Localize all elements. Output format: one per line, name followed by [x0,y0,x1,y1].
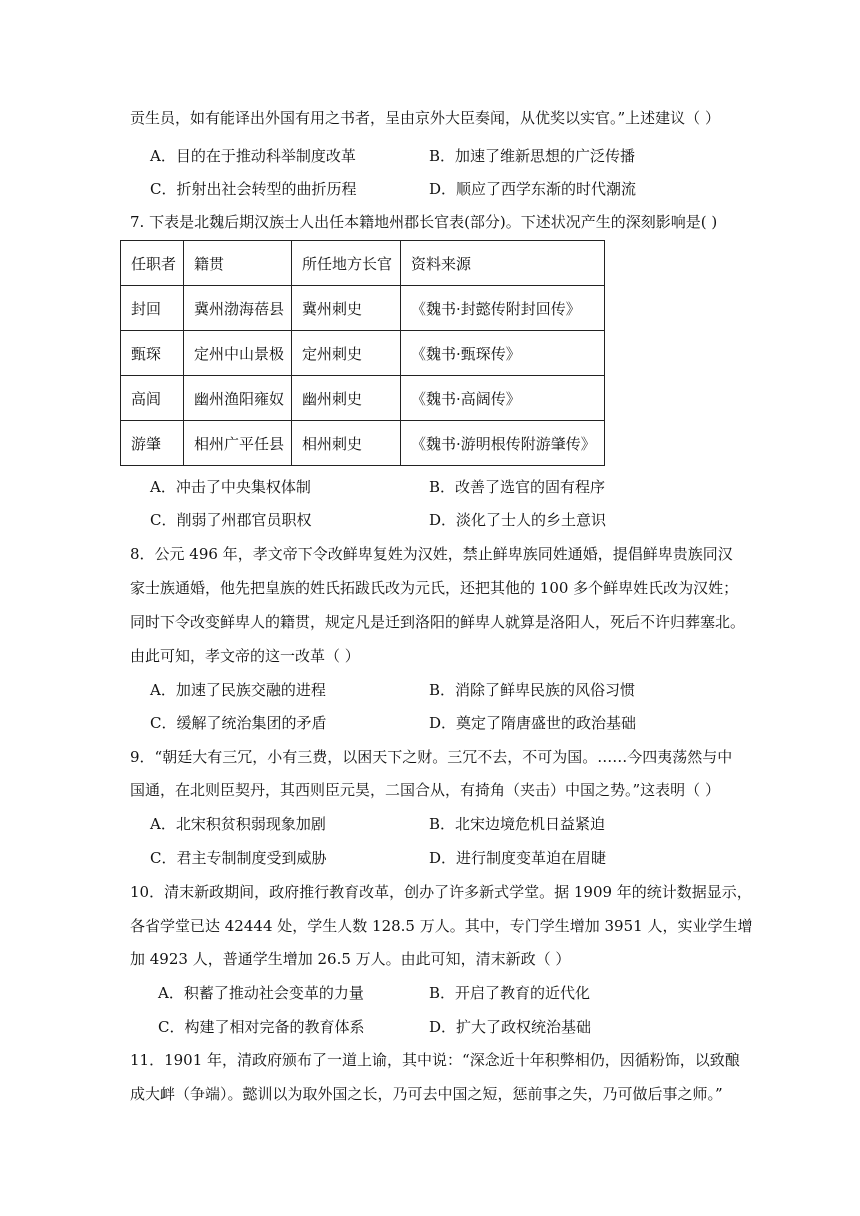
q6-option-d: D．顺应了西学东渐的时代潮流 [429,180,637,198]
table-header-cell: 所任地方长官 [292,241,401,286]
q7-option-d: D．淡化了士人的乡土意识 [429,511,607,529]
table-cell: 封回 [121,286,184,331]
table-cell: 甄琛 [121,331,184,376]
table-cell: 相州刺史 [292,421,401,466]
q10-option-d: D．扩大了政权统治基础 [429,1018,592,1036]
q11-stem-line: 成大衅（争端）。懿训以为取外国之长，乃可去中国之短，惩前事之失，乃可做后事之师。” [130,1085,723,1103]
table-row [121,286,605,331]
table-cell: 《魏书·封懿传附封回传》 [401,286,605,331]
q10-option-b: B．开启了教育的近代化 [429,984,591,1002]
table-cell: 《魏书·甄琛传》 [401,331,605,376]
q8-option-b: B．消除了鲜卑民族的风俗习惯 [429,681,636,699]
table-header-cell: 资料来源 [401,241,605,286]
q9-option-c: C．君主专制制度受到威胁 [150,849,327,867]
table-cell: 定州刺史 [292,331,401,376]
table-cell: 冀州渤海蓓县 [184,286,292,331]
q9-stem-line: 9．“朝廷大有三冗，小有三费，以困天下之财。三冗不去，不可为国。……今四夷荡然与中 [130,748,733,766]
q8-stem-line: 8．公元 496 年，孝文帝下令改鲜卑复姓为汉姓，禁止鲜卑族同姓通婚，提倡鲜卑贵族同汉 [130,545,733,563]
table-cell: 幽州渔阳雍奴 [184,376,292,421]
table-cell: 《魏书·高阔传》 [401,376,605,421]
table-cell: 相州广平任县 [184,421,292,466]
q8-stem-line: 家士族通婚，他先把皇族的姓氏拓跋氏改为元氏，还把其他的 100 多个鲜卑姓氏改为汉姓； [130,579,739,597]
q10-option-a: A．积蓄了推动社会变革的力量 [158,984,364,1002]
q6-stem-tail: 贡生员，如有能译出外国有用之书者，呈由京外大臣奏闻，从优奖以实官。”上述建议（ ） [130,109,720,127]
table-cell: 游肇 [121,421,184,466]
q9-option-b: B．北宋边境危机日益紧迫 [429,815,606,833]
q9-option-a: A．北宋积贫积弱现象加剧 [150,815,326,833]
table-cell: 冀州刺史 [292,286,401,331]
table-header-cell: 任职者 [121,241,184,286]
q10-stem-line: 各省学堂已达 42444 处，学生人数 128.5 万人。其中，专门学生增加 3951 人，实业学生增 [130,917,753,935]
table-row [121,421,605,466]
q6-option-c: C．折射出社会转型的曲折历程 [150,180,357,198]
q8-option-a: A．加速了民族交融的进程 [150,681,326,699]
table-header-row [121,241,605,286]
q10-stem-line: 加 4923 人，普通学生增加 26.5 万人。由此可知，清末新政（ ） [130,950,571,968]
q8-option-d: D．奠定了隋唐盛世的政治基础 [429,714,637,732]
q7-stem: 7. 下表是北魏后期汉族士人出任本籍地州郡长官表(部分)。下述状况产生的深刻影响是( ) [130,213,718,231]
table-row [121,376,605,421]
table-cell: 高闾 [121,376,184,421]
table-cell: 定州中山景极 [184,331,292,376]
q8-stem-line: 由此可知，孝文帝的这一改革（ ） [130,647,360,665]
table-header-cell: 籍贯 [184,241,292,286]
official-table [120,240,605,466]
q7-option-c: C．削弱了州郡官员职权 [150,511,312,529]
table-row [121,331,605,376]
q7-option-b: B．改善了选官的固有程序 [429,478,606,496]
q11-stem-line: 11．1901 年，清政府颁布了一道上谕，其中说：“深念近十年积弊相仍，因循粉饰，以致酿 [130,1051,740,1069]
table-cell: 《魏书·游明根传附游肇传》 [401,421,605,466]
q7-option-a: A．冲击了中央集权体制 [150,478,311,496]
q6-option-a: A．目的在于推动科举制度改革 [150,147,356,165]
q9-stem-line: 国通，在北则臣契丹，其西则臣元昊，二国合从，有掎角（夹击）中国之势。”这表明（ ） [130,781,720,799]
q8-option-c: C．缓解了统治集团的矛盾 [150,714,327,732]
q9-option-d: D．进行制度变革迫在眉睫 [429,849,607,867]
q10-stem-line: 10．清末新政期间，政府推行教育改革，创办了许多新式学堂。据 1909 年的统计数据显示， [130,883,752,901]
q10-option-c: C．构建了相对完备的教育体系 [158,1018,365,1036]
table-cell: 幽州刺史 [292,376,401,421]
q6-option-b: B．加速了维新思想的广泛传播 [429,147,636,165]
q8-stem-line: 同时下令改变鲜卑人的籍贯，规定凡是迁到洛阳的鲜卑人就算是洛阳人，死后不许归葬塞北。 [130,613,746,631]
